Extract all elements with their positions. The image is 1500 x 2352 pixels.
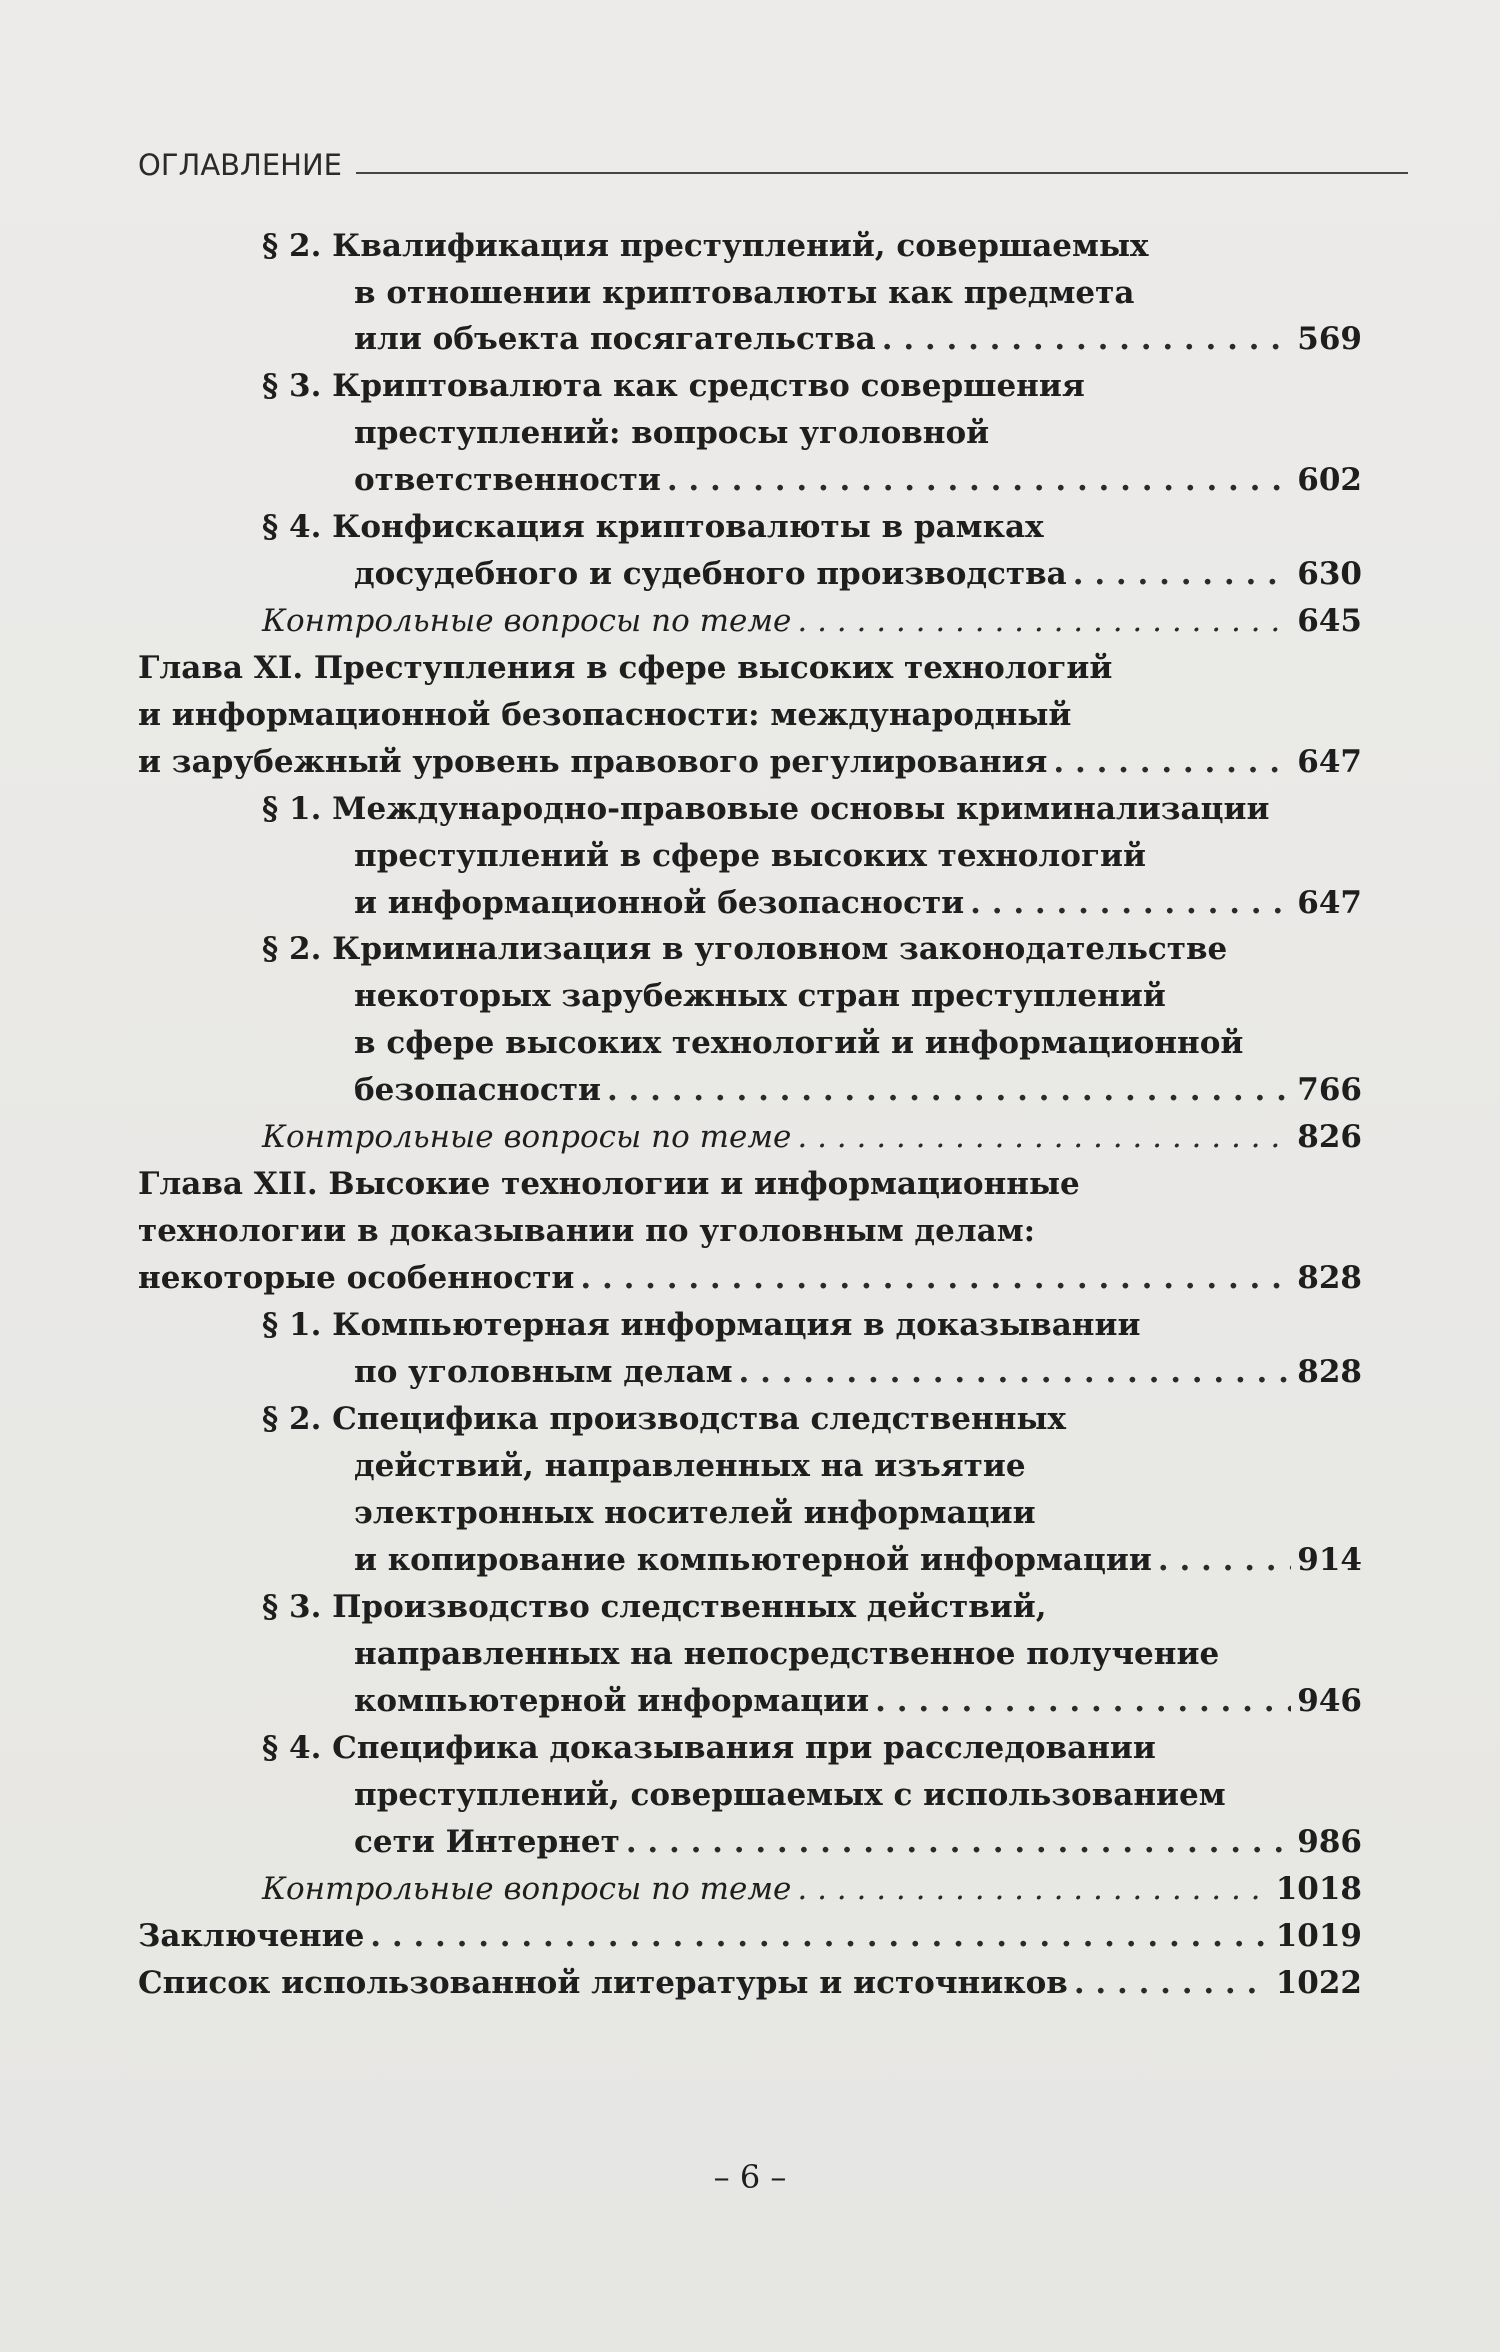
toc-page-number: 946 <box>1297 1683 1362 1719</box>
toc-entry-line: § 1. Компьютерная информация в доказывании <box>262 1307 1141 1343</box>
dot-leader <box>607 1067 1291 1113</box>
toc-entry-line: безопасности <box>354 1072 601 1108</box>
toc-page-number: 569 <box>1297 321 1362 357</box>
toc-entry-line: в сфере высоких технологий и информационной <box>354 1025 1244 1061</box>
dot-leader <box>1053 739 1291 785</box>
running-head-title: ОГЛАВЛЕНИЕ <box>138 148 343 182</box>
toc-entry-line: некоторых зарубежных стран преступлений <box>354 978 1166 1014</box>
toc-entry-last-line <box>262 1114 1362 1160</box>
dot-leader <box>626 1819 1291 1865</box>
toc-page-number: 630 <box>1297 556 1362 592</box>
toc-entry-line: и копирование компьютерной информации <box>354 1542 1152 1578</box>
toc-entry-last-line <box>138 1960 1362 2006</box>
toc-page-number: 602 <box>1297 462 1362 498</box>
toc-entry-line: и информационной безопасности: международный <box>138 697 1072 733</box>
toc-entry-line: Глава XI. Преступления в сфере высоких технологий <box>138 650 1113 686</box>
toc-page-number: 914 <box>1297 1542 1362 1578</box>
toc-entry-line: компьютерной информации <box>354 1683 870 1719</box>
toc-entry-last-line <box>354 1067 1362 1113</box>
dot-leader <box>1073 551 1292 597</box>
toc-entry-line: преступлений: вопросы уголовной <box>354 415 990 451</box>
toc-entry-line: преступлений в сфере высоких технологий <box>354 838 1146 874</box>
toc-entry-line: действий, направленных на изъятие <box>354 1448 1026 1484</box>
toc-entry-line: § 2. Специфика производства следственных <box>262 1401 1066 1437</box>
toc-entry-last-line <box>354 880 1362 926</box>
page-number-folio: – 6 – <box>713 2158 787 2196</box>
toc-entry-line: некоторые особенности <box>138 1260 575 1296</box>
toc-entry-line: преступлений, совершаемых с использованием <box>354 1777 1226 1813</box>
toc-page-number: 1018 <box>1275 1871 1362 1907</box>
toc-page-number: 986 <box>1297 1824 1362 1860</box>
toc-entry-last-line <box>354 1537 1362 1583</box>
toc-entry-line: досудебного и судебного производства <box>354 556 1067 592</box>
toc-entry-line: Заключение <box>138 1918 365 1954</box>
toc-entry-last-line <box>354 1349 1362 1395</box>
toc-entry-line: § 2. Квалификация преступлений, совершаемых <box>262 228 1149 264</box>
toc-page-number: 828 <box>1297 1260 1362 1296</box>
toc-entry-line: и зарубежный уровень правового регулирования <box>138 744 1048 780</box>
toc-page-number: 647 <box>1297 885 1362 921</box>
toc-entry-line: § 3. Криптовалюта как средство совершения <box>262 368 1085 404</box>
toc-entry-last-line <box>138 739 1362 785</box>
dot-leader <box>797 1866 1269 1912</box>
toc-entry-line: Контрольные вопросы по теме <box>262 1871 792 1907</box>
toc-entry-line: Глава XII. Высокие технологии и информационные <box>138 1166 1080 1202</box>
toc-page-number: 645 <box>1297 603 1362 639</box>
dot-leader <box>882 316 1292 362</box>
toc-entry-last-line <box>262 598 1362 644</box>
toc-entry-line: электронных носителей информации <box>354 1495 1036 1531</box>
toc-entry-line: ответственности <box>354 462 661 498</box>
dot-leader <box>580 1255 1291 1301</box>
toc-entry-last-line <box>354 316 1362 362</box>
toc-entry-line: сети Интернет <box>354 1824 620 1860</box>
dot-leader <box>667 457 1291 503</box>
dot-leader <box>875 1678 1291 1724</box>
toc-entry-last-line <box>138 1913 1362 1959</box>
toc-page-number: 647 <box>1297 744 1362 780</box>
toc-entry-line: Список использованной литературы и источников <box>138 1965 1068 2001</box>
toc-entry-last-line <box>354 1819 1362 1865</box>
toc-entry-line: по уголовным делам <box>354 1354 733 1390</box>
toc-entry-line: технологии в доказывании по уголовным делам: <box>138 1213 1036 1249</box>
toc-entry-line: Контрольные вопросы по теме <box>262 603 792 639</box>
toc-entry-line: и информационной безопасности <box>354 885 965 921</box>
toc-entry-line: в отношении криптовалюты как предмета <box>354 275 1135 311</box>
dot-leader <box>1074 1960 1270 2006</box>
toc-entry-last-line <box>138 1255 1362 1301</box>
dot-leader <box>797 598 1291 644</box>
dot-leader <box>370 1913 1269 1959</box>
toc-entry-last-line <box>354 1678 1362 1724</box>
toc-page-number: 826 <box>1297 1119 1362 1155</box>
toc-page-number: 1022 <box>1275 1965 1362 2001</box>
toc-page-number: 828 <box>1297 1354 1362 1390</box>
toc-entry-line: § 2. Криминализация в уголовном законодательстве <box>262 931 1228 967</box>
toc-entry-line: § 4. Конфискация криптовалюты в рамках <box>262 509 1044 545</box>
dot-leader <box>739 1349 1292 1395</box>
toc-page-number: 766 <box>1297 1072 1362 1108</box>
toc-entry-line: § 4. Специфика доказывания при расследовании <box>262 1730 1156 1766</box>
toc-entry-last-line <box>354 551 1362 597</box>
dot-leader <box>797 1114 1291 1160</box>
dot-leader <box>1158 1537 1291 1583</box>
toc-entry-last-line <box>262 1866 1362 1912</box>
toc-entry-line: направленных на непосредственное получение <box>354 1636 1220 1672</box>
dot-leader <box>970 880 1291 926</box>
toc-entry-line: Контрольные вопросы по теме <box>262 1119 792 1155</box>
toc-entry-line: или объекта посягательства <box>354 321 876 357</box>
toc-entry-last-line <box>354 457 1362 503</box>
toc-entry-line: § 1. Международно-правовые основы криминализации <box>262 791 1270 827</box>
toc-page-number: 1019 <box>1275 1918 1362 1954</box>
toc-entry-line: § 3. Производство следственных действий, <box>262 1589 1047 1625</box>
